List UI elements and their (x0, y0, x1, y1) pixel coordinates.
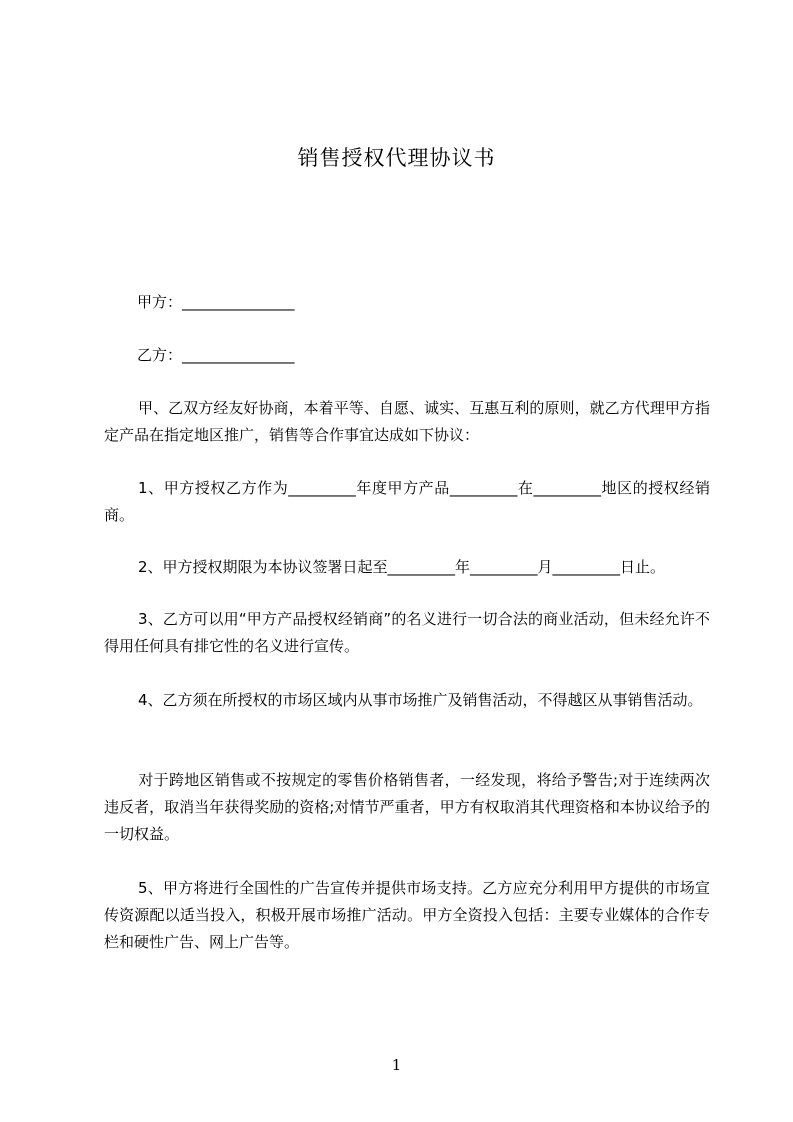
paragraph-text: 4、乙方须在所授权的市场区域内从事市场推广及销售活动，不得越区从事销售活动。 (138, 691, 703, 709)
paragraph-text: 3、乙方可以用“甲方产品授权经销商”的名义进行一切合法的商业活动，但未经允许不得用任何具有排它性的名义进行宣传。 (104, 610, 710, 655)
party-b-line: 乙方：_______________ (137, 346, 295, 364)
clause-3 (104, 606, 710, 660)
intro-paragraph (104, 395, 710, 449)
paragraph-text: 2、甲方授权期限为本协议签署日起至_________年_________月_________日止。 (138, 558, 666, 576)
document-title: 销售授权代理协议书 (297, 146, 496, 170)
page-number: 1 (391, 1056, 402, 1074)
party-a-line: 甲方：_______________ (137, 293, 295, 311)
paragraph-text: 甲、乙双方经友好协商，本着平等、自愿、诚实、互惠互利的原则，就乙方代理甲方指定产品在指定地区推广，销售等合作事宜达成如下协议： (104, 399, 710, 444)
clause-2 (104, 554, 710, 581)
clause-4 (104, 687, 710, 714)
clause-4-penalty (104, 767, 710, 848)
paragraph-text: 5、甲方将进行全国性的广告宣传并提供市场支持。乙方应充分利用甲方提供的市场宣传资源配以适当投入，积极开展市场推广活动。甲方全资投入包括：主要专业媒体的合作专栏和硬性广告、网上广告等。 (104, 879, 710, 951)
paragraph-text: 1、甲方授权乙方作为_________年度甲方产品_________在_________地区的授权经销商。 (104, 479, 710, 524)
clause-5 (104, 875, 710, 956)
clause-1 (104, 475, 710, 529)
paragraph-text: 对于跨地区销售或不按规定的零售价格销售者，一经发现，将给予警告;对于连续两次违反者，取消当年获得奖励的资格;对情节严重者，甲方有权取消其代理资格和本协议给予的一切权益。 (104, 771, 710, 843)
